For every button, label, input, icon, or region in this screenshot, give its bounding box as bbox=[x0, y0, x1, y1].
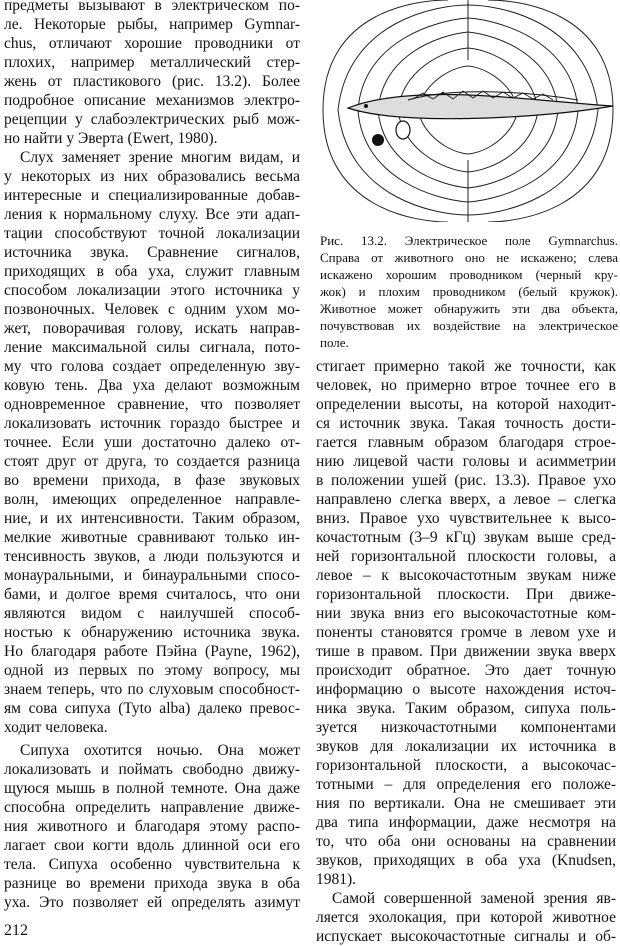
text-line: ям сова сипуха (Tyto alba) далеко превос- bbox=[4, 700, 300, 717]
text-line: монауральными, и бинауральными спосо- bbox=[4, 567, 300, 584]
text-line: ление максимальной силы сигнала, пото- bbox=[4, 339, 300, 356]
text-line: лагает свои когти вдоль длинной оси его bbox=[4, 837, 300, 854]
text-line: то, что оба они основаны на сравнении bbox=[316, 833, 616, 850]
text-line: стоят друг от друга, то создается разница bbox=[4, 453, 300, 470]
page-number: 212 bbox=[4, 922, 28, 939]
text-line: знаем теперь, что по слуховым способност- bbox=[4, 681, 300, 698]
text-line: жень от пластикового (рис. 13.2). Более bbox=[4, 73, 300, 90]
text-line: у некоторых из них образовались весьма bbox=[4, 168, 300, 185]
text-line: гается главным образом благодаря строе- bbox=[316, 434, 616, 451]
text-line: тише в правом. При движении звука вверх bbox=[316, 643, 616, 660]
text-line: му что голова создает определенную зву- bbox=[4, 358, 300, 375]
text-line: бами, и долгое время считалось, что они bbox=[4, 586, 300, 603]
text-line: способом локализации этого источника у bbox=[4, 282, 300, 299]
text-line: нии звука вниз его высокочастотные ком- bbox=[316, 605, 616, 622]
text-line: ходит человека. bbox=[4, 719, 108, 736]
caption-line: поле. bbox=[320, 335, 349, 350]
text-line: локализовать и поймать свободно движу- bbox=[4, 761, 300, 778]
text-line: приходящих в оба уха, служит главным bbox=[4, 263, 300, 280]
text-line: ней горизонтальной плоскости головы, а bbox=[316, 548, 616, 565]
text-line: ления к нормальному слуху. Все эти адап- bbox=[4, 206, 300, 223]
text-line: ся источник звука. Такая точность дости- bbox=[316, 415, 616, 432]
text-line: ния по вертикали. Она не смешивает эти bbox=[316, 795, 616, 812]
text-line: Сипуха охотится ночью. Она может bbox=[20, 742, 300, 759]
text-line: Но благодаря работе Пэйна (Payne, 1962), bbox=[4, 643, 300, 660]
text-line: тации способствуют точной локализации bbox=[4, 225, 300, 242]
text-line: нию лицевой части головы и асимметрии bbox=[316, 453, 616, 470]
text-line: волн, имеющих определенное направле- bbox=[4, 491, 300, 508]
text-line: подробное описание механизмов электро- bbox=[4, 92, 300, 109]
text-line: щуюся мышь в полной темноте. Она даже bbox=[4, 780, 300, 797]
text-line: локализовать источник гораздо быстрее и bbox=[4, 415, 300, 432]
caption-line: искажено хорошим проводником (черный кру- bbox=[320, 267, 618, 282]
text-line: направлено слегка вверх, а левое – слегка bbox=[316, 491, 616, 508]
text-line: звуков, приходящих в оба уха (Knudsen, bbox=[316, 852, 616, 869]
text-line: ковую тень. Два уха делают возможным bbox=[4, 377, 300, 394]
caption-line: Справа от животного оно не искажено; слева bbox=[320, 250, 618, 265]
text-line: ле. Некоторые рыбы, например Gymnar- bbox=[4, 16, 300, 33]
text-line: позвоночных. Человек с одним ухом мо- bbox=[4, 301, 300, 318]
text-line: 1981). bbox=[316, 871, 357, 888]
text-line: испускает высокочастотные сигналы и об- bbox=[316, 928, 616, 945]
text-line: жет, поворачивая голову, искать направ- bbox=[4, 320, 300, 337]
text-line: ностью к обнаружению источника звука. bbox=[4, 624, 300, 641]
text-line: ляется эхолокация, при которой животное bbox=[316, 909, 616, 926]
text-line: плохих, например металлический стер- bbox=[4, 54, 300, 71]
caption-line: почувствовав их воздействие на электрическое bbox=[320, 318, 618, 333]
text-line: тотными – для определения его положе- bbox=[316, 776, 616, 793]
text-line: информацию о высоте нахождения источ- bbox=[316, 681, 616, 698]
text-line: но найти у Эверта (Ewert, 1980). bbox=[4, 130, 218, 147]
text-line: одновременное сравнение, что позволяет bbox=[4, 396, 300, 413]
text-line: горизонтальной плоскости. При движе- bbox=[316, 586, 616, 603]
text-line: горизонтальной плоскости, а высокочас- bbox=[316, 757, 616, 774]
text-line: человек, но примерно втрое точнее его в bbox=[316, 377, 616, 394]
text-line: ние, и их интенсивности. Таким образом, bbox=[4, 510, 300, 527]
text-line: chus, отличают хорошие проводники от bbox=[4, 35, 300, 52]
left-column bbox=[0, 0, 302, 920]
text-line: два типа информации, даже несмотря на bbox=[316, 814, 616, 831]
text-line: точнее. Если уши достаточно далеко от- bbox=[4, 434, 300, 451]
text-line: в положении ушей (рис. 13.3). Правое ухо bbox=[316, 472, 616, 489]
text-line: мелкие животные сравнивают только ин- bbox=[4, 529, 300, 546]
text-line: зуется низкочастотными компонентами bbox=[316, 719, 616, 736]
text-line: рецепции у слабоэлектрических рыб мож- bbox=[4, 111, 300, 128]
text-line: тела. Сипуха особенно чувствительна к bbox=[4, 856, 300, 873]
caption-line: Животное может обнаружить эти два объекта, bbox=[320, 301, 618, 316]
text-line: предметы вызывают в электрическом по- bbox=[4, 0, 300, 14]
text-line: вниз. Правое ухо чувствительнее к высо- bbox=[316, 510, 616, 527]
text-line: ния животного и благодаря этому распо- bbox=[4, 818, 300, 835]
text-line: кочастотным (3–9 кГц) звукам выше сред- bbox=[316, 529, 616, 546]
caption-line: жок) и плохим проводником (белый кружок). bbox=[320, 284, 618, 299]
text-line: Самой совершенной заменой зрения яв- bbox=[332, 890, 616, 907]
text-line: интересные и специализированные добав- bbox=[4, 187, 300, 204]
text-line: стигает примерно такой же точности, как bbox=[316, 358, 616, 375]
caption-line: Рис. 13.2. Электрическое поле Gymnarchus. bbox=[320, 233, 618, 248]
text-line: определении высоты, на которой находит- bbox=[316, 396, 616, 413]
text-line: звуков для локализации их источника в bbox=[316, 738, 616, 755]
text-line: поненты становятся громче в левом ухе и bbox=[316, 624, 616, 641]
text-line: являются видом с наилучшей способ- bbox=[4, 605, 300, 622]
text-line: левое – к высокочастотным звукам ниже bbox=[316, 567, 616, 584]
text-line: ника звука. Таким образом, сипуха поль- bbox=[316, 700, 616, 717]
text-line: способна определить направление движе- bbox=[4, 799, 300, 816]
text-line: происходит обратное. Это дает точную bbox=[316, 662, 616, 679]
right-column bbox=[316, 0, 618, 945]
text-line: одной из первых по этому вопросу, мы bbox=[4, 662, 300, 679]
text-line: разнице во времени прихода звука в оба bbox=[4, 875, 300, 892]
text-line: во времени прихода, в фазе звуковых bbox=[4, 472, 300, 489]
text-line: уха. Это позволяет ей определять азимут bbox=[4, 894, 300, 911]
text-line: Слух заменяет зрение многим видам, и bbox=[20, 149, 300, 166]
text-line: тенсивность звуков, а люди пользуются и bbox=[4, 548, 300, 565]
text-line: источника звука. Сравнение сигналов, bbox=[4, 244, 300, 261]
